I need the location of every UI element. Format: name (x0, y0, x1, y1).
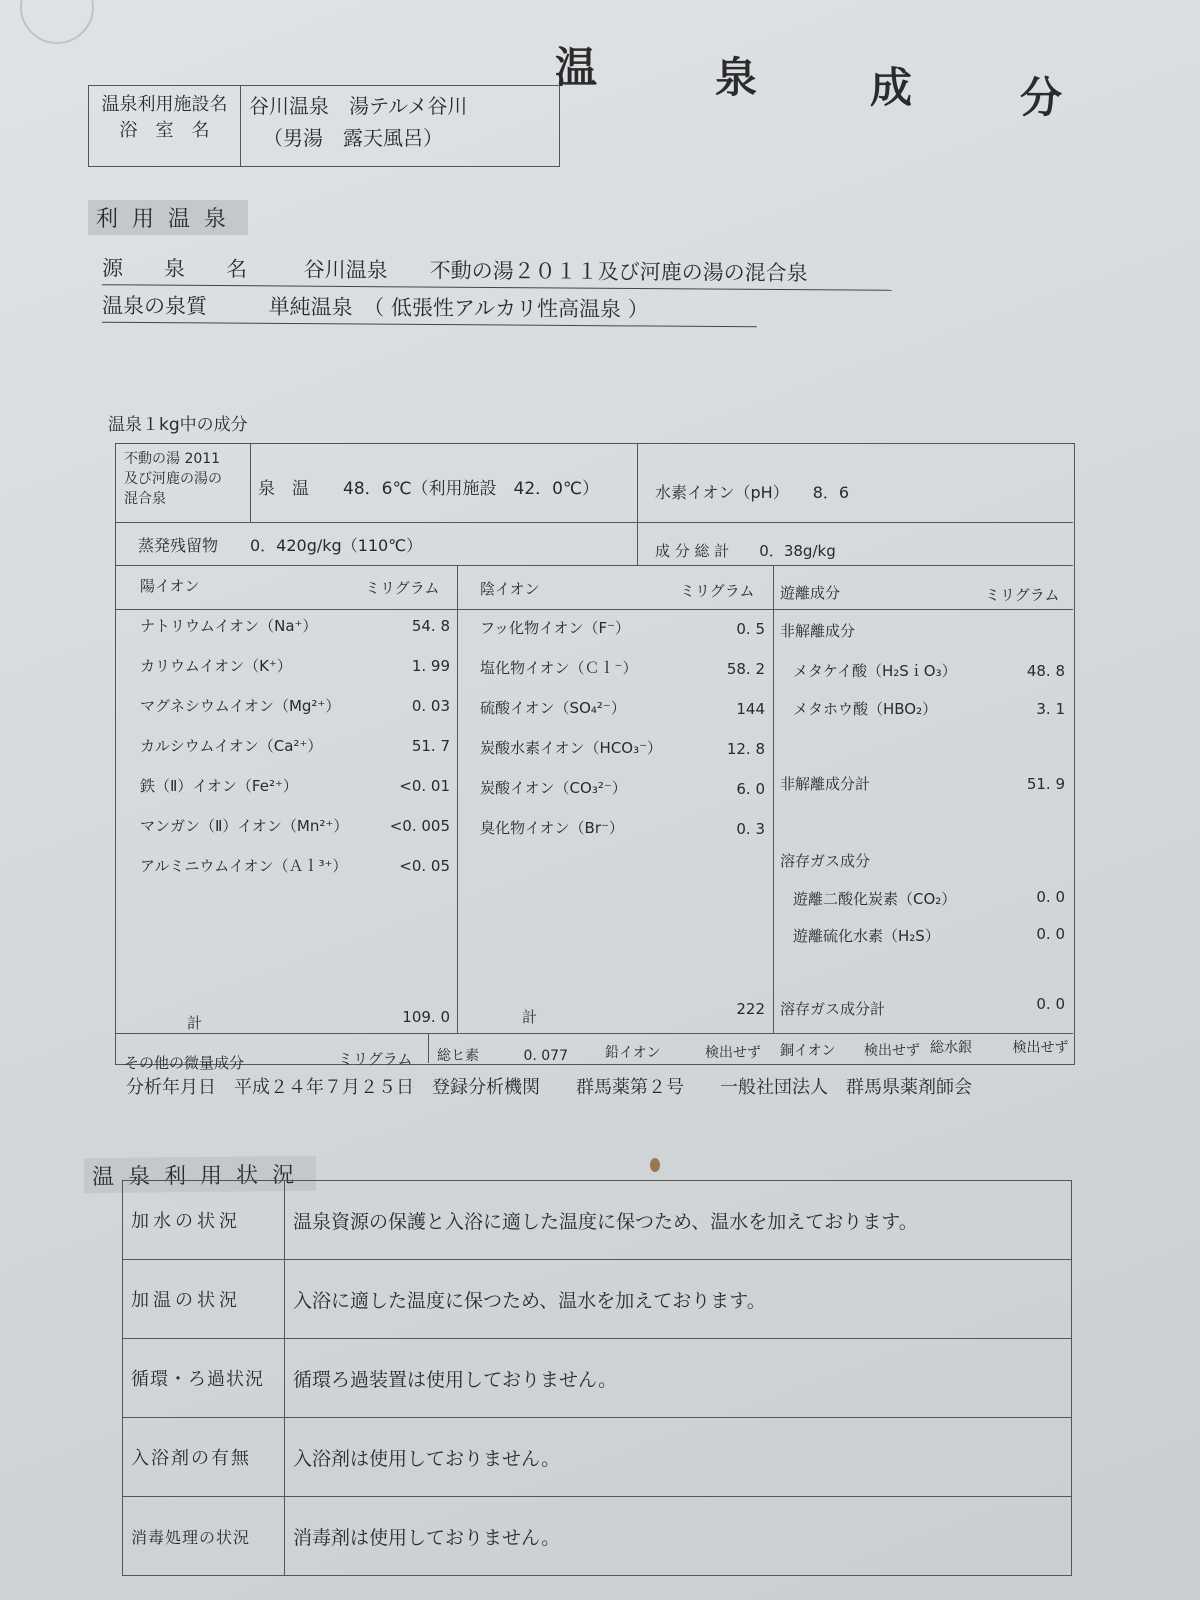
anion-row: 炭酸水素イオン（HCO₃⁻） (480, 739, 663, 757)
per-kg-label: 温泉１kg中の成分 (108, 415, 248, 435)
anion-value: 58. 2 (726, 660, 765, 678)
trace-item-name: 銅イオン (780, 1043, 836, 1059)
spring-mix-line3: 混合泉 (124, 491, 166, 507)
divider (115, 565, 1073, 566)
divider (115, 522, 1073, 523)
anion-value: 0. 5 (736, 620, 765, 638)
free-unit: ミリグラム (985, 586, 1060, 604)
usage-value: 循環ろ過装置は使用しておりません。 (285, 1339, 1072, 1418)
trace-item (930, 1037, 1068, 1057)
cation-value: 0. 03 (411, 697, 450, 715)
anion-value: 0. 3 (736, 820, 765, 838)
usage-key: 入浴剤の有無 (123, 1418, 285, 1497)
usage-key: 循環・ろ過状況 (123, 1339, 285, 1418)
usage-row (123, 1418, 1072, 1497)
trace-item-value: 検出せず (705, 1045, 762, 1061)
quality-line (102, 290, 757, 328)
facility-value (249, 90, 467, 154)
cation-value: <0. 05 (399, 857, 450, 875)
gas-row: 遊離硫化水素（H₂S） (793, 927, 940, 945)
gas-total-label: 溶存ガス成分計 (780, 1000, 886, 1018)
anion-row: フッ化物イオン（F⁻） (480, 619, 631, 637)
anion-value: 12. 8 (726, 740, 765, 758)
anion-row: 硫酸イオン（SO₄²⁻） (480, 699, 626, 717)
source-name-value: 谷川温泉 不動の湯２０１１及び河鹿の湯の混合泉 (303, 257, 808, 286)
anion-header: 陰イオン (480, 580, 540, 598)
cation-value: 1. 99 (411, 657, 450, 675)
analysis-info: 分析年月日 平成２４年７月２５日 登録分析機関 群馬薬第２号 一般社団法人 群馬県薬剤師会 (126, 1077, 972, 1098)
gas-total-value: 0. 0 (1036, 995, 1065, 1013)
trace-item-name: 総水銀 (930, 1040, 972, 1056)
trace-item-value: 検出せず (1012, 1040, 1069, 1056)
cation-row: カルシウムイオン（Ca²⁺） (140, 737, 323, 755)
cation-row: マンガン（Ⅱ）イオン（Mn²⁺） (140, 817, 349, 835)
nondiss-row: メタケイ酸（H₂SｉO₃） (793, 662, 957, 680)
usage-table (122, 1180, 1072, 1576)
facility-label-line2: 浴 室 名 (119, 120, 210, 141)
trace-item-name: 鉛イオン (605, 1045, 661, 1061)
cation-value: <0. 01 (399, 777, 450, 795)
divider (250, 443, 251, 522)
cation-row: マグネシウムイオン（Mg²⁺） (140, 697, 341, 715)
trace-item (437, 1045, 568, 1065)
section-usage-heading: 温泉利用状況 (84, 1156, 316, 1193)
anion-row: 塩化物イオン（Ｃｌ⁻） (480, 659, 638, 677)
cation-unit: ミリグラム (365, 579, 440, 597)
cation-value: 51. 7 (411, 737, 450, 755)
anion-unit: ミリグラム (680, 582, 755, 600)
section-source-heading: 利用温泉 (88, 200, 248, 235)
gas-label: 溶存ガス成分 (780, 852, 871, 870)
usage-value: 入浴剤は使用しておりません。 (285, 1418, 1072, 1497)
facility-label-line1: 温泉利用施設名 (101, 94, 228, 115)
nondiss-total-label: 非解離成分計 (780, 775, 871, 793)
cation-row: 鉄（Ⅱ）イオン（Fe²⁺） (140, 777, 298, 795)
facility-value-line2: （男湯 露天風呂） (263, 126, 443, 150)
quality-label: 温泉の泉質 (101, 293, 208, 319)
trace-item (780, 1040, 920, 1060)
facility-value-line1: 谷川温泉 湯テルメ谷川 (249, 94, 468, 118)
total-components: 成 分 総 計 0．38g/kg (655, 542, 836, 560)
gas-value: 0. 0 (1036, 925, 1065, 943)
divider (115, 609, 1073, 610)
decorative-circle (20, 0, 94, 44)
cation-total-label: 計 (187, 1014, 203, 1032)
anion-value: 6. 0 (736, 780, 765, 798)
title-char: 泉 (715, 53, 758, 102)
nondiss-row: メタホウ酸（HBO₂） (793, 700, 938, 718)
cation-row: ナトリウムイオン（Na⁺） (140, 617, 318, 635)
usage-key: 加温の状況 (123, 1260, 285, 1339)
trace-item-value: 0. 077 (523, 1048, 568, 1064)
facility-box (88, 85, 560, 167)
title-char: 成 (870, 63, 913, 112)
trace-item (605, 1042, 761, 1062)
cation-total-value: 109. 0 (402, 1008, 450, 1026)
nondiss-value: 3. 1 (1036, 700, 1065, 718)
usage-value: 消毒剤は使用しておりません。 (285, 1497, 1072, 1576)
divider (115, 1033, 1073, 1034)
gas-value: 0. 0 (1036, 888, 1065, 906)
usage-row (123, 1339, 1072, 1418)
free-header: 遊離成分 (780, 584, 841, 602)
anion-value: 144 (736, 700, 765, 718)
temperature: 泉 温 48．6℃（利用施設 42．0℃） (258, 479, 600, 499)
source-name-line (102, 252, 892, 291)
cation-row: アルミニウムイオン（Ａｌ³⁺） (140, 857, 348, 875)
trace-item-name: 総ヒ素 (437, 1048, 479, 1064)
nondiss-value: 48. 8 (1026, 662, 1065, 680)
stain-mark (650, 1158, 660, 1172)
anion-total-value: 222 (736, 1000, 765, 1018)
cation-header: 陽イオン (140, 577, 200, 595)
cation-row: カリウムイオン（K⁺） (140, 657, 292, 675)
divider (637, 443, 638, 565)
trace-unit: ミリグラム (338, 1050, 413, 1068)
usage-value: 温泉資源の保護と入浴に適した温度に保つため、温水を加えております。 (285, 1181, 1072, 1260)
anion-row: 臭化物イオン（Br⁻） (480, 819, 624, 837)
gas-row: 遊離二酸化炭素（CO₂） (793, 890, 957, 908)
anion-total-label: 計 (522, 1008, 538, 1026)
facility-label (89, 86, 241, 166)
nondiss-total-value: 51. 9 (1026, 775, 1065, 793)
usage-key: 加水の状況 (123, 1181, 285, 1260)
trace-label: その他の微量成分 (124, 1054, 245, 1072)
usage-row (123, 1260, 1072, 1339)
cation-value: 54. 8 (411, 617, 450, 635)
usage-value: 入浴に適した温度に保つため、温水を加えております。 (285, 1260, 1072, 1339)
usage-row (123, 1497, 1072, 1576)
title-char: 分 (1020, 73, 1063, 122)
usage-key: 消毒処理の状況 (123, 1497, 285, 1576)
divider (428, 1033, 429, 1063)
trace-item-value: 検出せず (864, 1043, 921, 1059)
quality-value: 単純温泉 （ 低張性アルカリ性高温泉 ） (268, 294, 649, 322)
spring-mix-line1: 不動の湯 2011 (124, 451, 221, 467)
cation-value: <0. 005 (389, 817, 450, 835)
divider (773, 565, 774, 1033)
source-name-label: 源 泉 名 (101, 256, 258, 282)
title-char: 温 (555, 43, 598, 92)
spring-mix-label (124, 449, 222, 509)
ph-value: 水素イオン（pH） 8．6 (655, 483, 850, 502)
nondiss-label: 非解離成分 (780, 622, 856, 640)
divider (457, 565, 458, 1033)
anion-row: 炭酸イオン（CO₃²⁻） (480, 779, 627, 797)
usage-row (123, 1181, 1072, 1260)
spring-mix-line2: 及び河鹿の湯の (124, 471, 222, 487)
evaporation-residue: 蒸発残留物 0．420g/kg（110℃） (138, 536, 423, 555)
